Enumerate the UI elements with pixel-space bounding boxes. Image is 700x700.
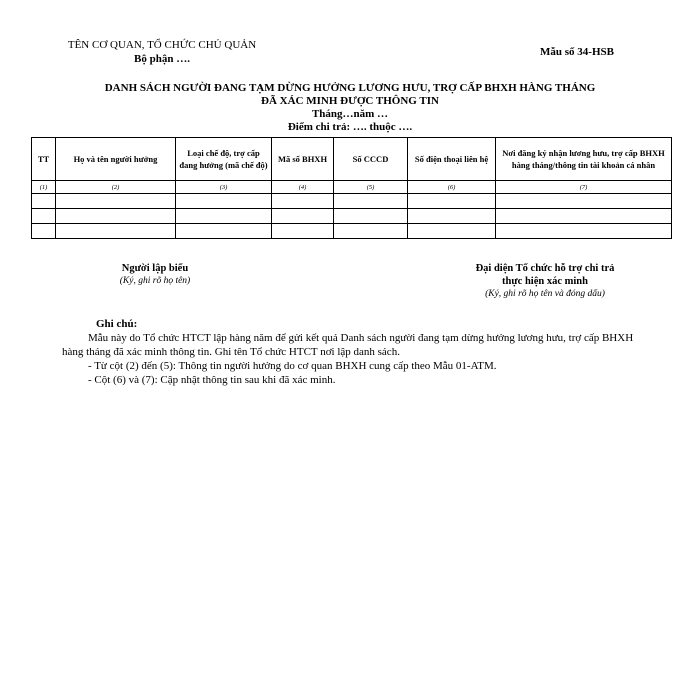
col-header-tt: TT	[32, 138, 56, 181]
table-row	[32, 209, 672, 224]
representative-role-line-2: thực hiện xác minh	[502, 276, 588, 287]
col-number: (4)	[272, 181, 334, 194]
representative-signature	[445, 262, 645, 301]
col-header-id-number: Số CCCD	[334, 138, 408, 181]
col-header-insurance-code: Mã số BHXH	[272, 138, 334, 181]
representative-role-line-1: Đại diện Tổ chức hỗ trợ chi trả	[475, 263, 615, 274]
title-period: Tháng…năm …	[311, 108, 389, 120]
table-row	[32, 224, 672, 239]
notes-item-1: - Từ cột (2) đến (5): Thông tin người hưởng do cơ quan BHXH cung cấp theo Mẫu 01-ATM.	[88, 360, 497, 372]
title-line-1: DANH SÁCH NGƯỜI ĐANG TẠM DỪNG HƯỞNG LƯƠNG HƯU, TRỢ CẤP BHXH HÀNG THÁNG	[104, 82, 596, 94]
agency-block	[62, 38, 262, 66]
document-title	[40, 82, 660, 134]
notes-item-2: - Cột (6) và (7): Cập nhật thông tin sau khi đã xác minh.	[88, 374, 336, 386]
col-header-benefit-type: Loại chế độ, trợ cấp đang hưởng (mã chế độ)	[176, 138, 272, 181]
preparer-hint: (Ký, ghi rõ họ tên)	[119, 276, 191, 286]
department-name: Bộ phận ….	[134, 53, 190, 65]
notes-paragraph: Mẫu này do Tổ chức HTCT lập hàng năm để gửi kết quả Danh sách người đang tạm dừng hưởng lương hưu, trợ cấp BHXH hàng tháng đã xác minh thông tin. Ghi tên Tổ chức HTCT nơi lập danh sách.	[62, 332, 634, 358]
col-number: (2)	[56, 181, 176, 194]
col-number: (1)	[32, 181, 56, 194]
list-table	[31, 137, 672, 239]
col-header-phone: Số điện thoại liên hệ	[408, 138, 496, 181]
col-number: (3)	[176, 181, 272, 194]
representative-hint: (Ký, ghi rõ họ tên và đóng dấu)	[485, 289, 605, 299]
col-header-registration: Nơi đăng ký nhận lương hưu, trợ cấp BHXH hàng tháng/thông tin tài khoản cá nhân	[496, 138, 672, 181]
title-line-2: ĐÃ XÁC MINH ĐƯỢC THÔNG TIN	[261, 95, 439, 107]
notes-heading: Ghi chú:	[96, 318, 138, 330]
col-number: (5)	[334, 181, 408, 194]
col-number: (7)	[496, 181, 672, 194]
table-row	[32, 194, 672, 209]
notes-section	[62, 317, 642, 387]
col-header-name: Họ và tên người hưởng	[56, 138, 176, 181]
agency-name: TÊN CƠ QUAN, TỔ CHỨC CHỦ QUẢN	[67, 39, 257, 51]
preparer-role: Người lập biểu	[121, 263, 189, 274]
form-number: Mẫu số 34-HSB	[540, 46, 614, 58]
column-number-row	[32, 181, 672, 194]
preparer-signature	[80, 262, 230, 288]
title-payment-point: Điểm chi trả: …. thuộc ….	[287, 121, 413, 133]
table-header-row	[32, 138, 672, 181]
col-number: (6)	[408, 181, 496, 194]
